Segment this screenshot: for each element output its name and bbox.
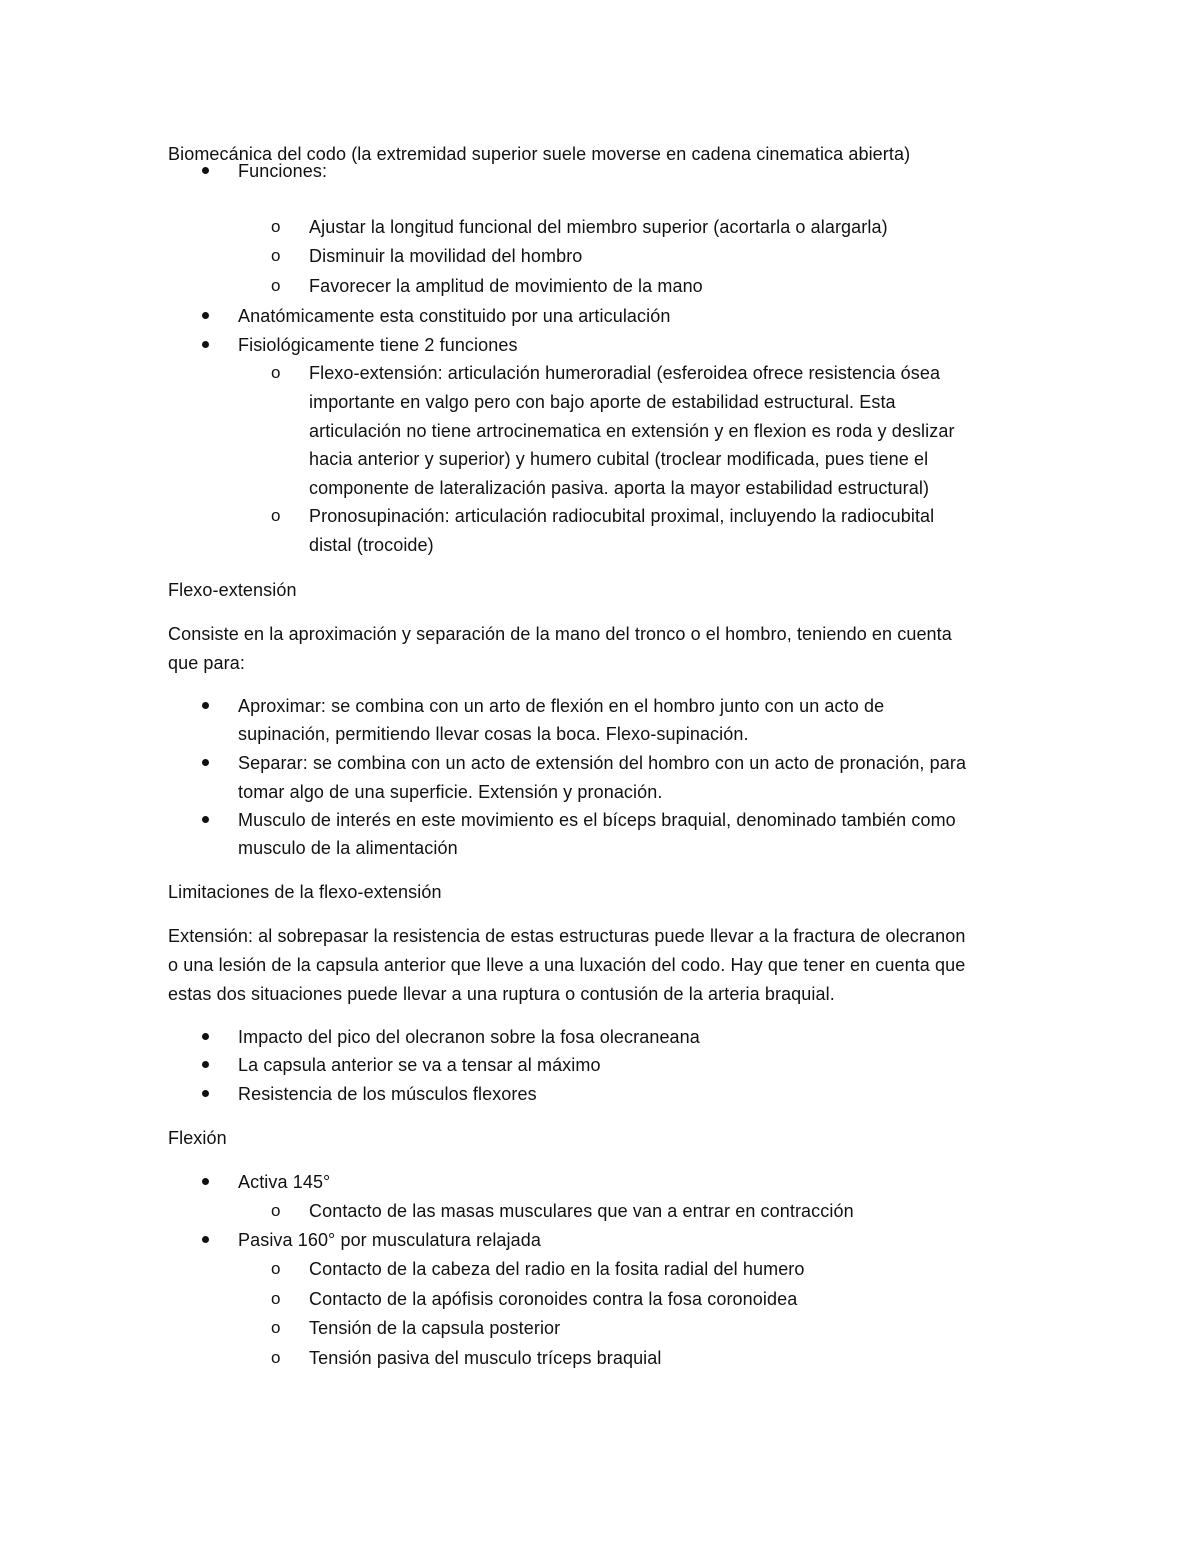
sub-list-item: Tensión pasiva del musculo tríceps braquial	[309, 1348, 662, 1368]
sub-bullet-marker: o	[271, 1318, 281, 1337]
list-item: Impacto del pico del olecranon sobre la fosa olecraneana	[238, 1027, 700, 1047]
paragraph-line: que para:	[168, 653, 245, 673]
list-item-line: musculo de la alimentación	[238, 838, 458, 858]
list-item-fisiologicamente: Fisiológicamente tiene 2 funciones	[238, 335, 518, 355]
section-heading-flexo-extension: Flexo-extensión	[168, 580, 297, 600]
sub-bullet-marker: o	[271, 1348, 281, 1367]
bullet-dot	[202, 759, 209, 766]
list-item-line: Aproximar: se combina con un arto de flexión en el hombro junto con un acto de	[238, 696, 885, 716]
document-title: Biomecánica del codo (la extremidad superior suele moverse en cadena cinematica abierta)	[168, 144, 911, 164]
sub-list-item: Disminuir la movilidad del hombro	[309, 246, 583, 266]
sub-list-item: Favorecer la amplitud de movimiento de la mano	[309, 276, 703, 296]
sub-bullet-marker: o	[271, 363, 281, 382]
bullet-dot	[202, 1033, 209, 1040]
list-item-funciones: Funciones:	[238, 161, 328, 181]
sub-bullet-marker: o	[271, 217, 281, 236]
bullet-dot	[202, 1061, 209, 1068]
bullet-dot	[202, 1236, 209, 1243]
sub-list-item: Contacto de las masas musculares que van a entrar en contracción	[309, 1201, 854, 1221]
list-item-line: supinación, permitiendo llevar cosas la boca. Flexo-supinación.	[238, 724, 749, 744]
bullet-dot	[202, 341, 209, 348]
paragraph-line: Extensión: al sobrepasar la resistencia de estas estructuras puede llevar a la fractura de olecranon	[168, 926, 966, 946]
sub-list-item-line: hacia anterior y superior) y humero cubital (troclear modificada, pues tiene el	[309, 449, 929, 469]
sub-bullet-marker: o	[271, 1259, 281, 1278]
sub-list-item-line: importante en valgo pero con bajo aporte de estabilidad estructural. Esta	[309, 392, 896, 412]
sub-list-item-line: Pronosupinación: articulación radiocubital proximal, incluyendo la radiocubital	[309, 506, 935, 526]
bullet-dot	[202, 167, 209, 174]
sub-bullet-marker: o	[271, 276, 281, 295]
list-item-line: tomar algo de una superficie. Extensión y pronación.	[238, 782, 663, 802]
bullet-dot	[202, 312, 209, 319]
list-item-line: Separar: se combina con un acto de extensión del hombro con un acto de pronación, para	[238, 753, 967, 773]
sub-list-item: Contacto de la cabeza del radio en la fosita radial del humero	[309, 1259, 805, 1279]
list-item-line: Musculo de interés en este movimiento es el bíceps braquial, denominado también como	[238, 810, 956, 830]
bullet-dot	[202, 702, 209, 709]
sub-bullet-marker: o	[271, 506, 281, 525]
paragraph-line: o una lesión de la capsula anterior que lleve a una luxación del codo. Hay que tener en cuenta que	[168, 955, 966, 975]
list-item-pasiva: Pasiva 160° por musculatura relajada	[238, 1230, 541, 1250]
list-item-anatomicamente: Anatómicamente esta constituido por una articulación	[238, 306, 671, 326]
sub-bullet-marker: o	[271, 1289, 281, 1308]
paragraph-line: Consiste en la aproximación y separación de la mano del tronco o el hombro, teniendo en cuenta	[168, 624, 952, 644]
section-heading-limitaciones: Limitaciones de la flexo-extensión	[168, 882, 442, 902]
sub-list-item: Tensión de la capsula posterior	[309, 1318, 561, 1338]
list-item: La capsula anterior se va a tensar al máximo	[238, 1055, 601, 1075]
sub-list-item-line: Flexo-extensión: articulación humeroradial (esferoidea ofrece resistencia ósea	[309, 363, 941, 383]
sub-list-item-line: articulación no tiene artrocinematica en extensión y en flexion es roda y deslizar	[309, 421, 955, 441]
sub-bullet-marker: o	[271, 246, 281, 265]
sub-bullet-marker: o	[271, 1201, 281, 1220]
paragraph-line: estas dos situaciones puede llevar a una ruptura o contusión de la arteria braquial.	[168, 984, 835, 1004]
bullet-dot	[202, 1090, 209, 1097]
list-item: Resistencia de los músculos flexores	[238, 1084, 537, 1104]
sub-list-item: Ajustar la longitud funcional del miembro superior (acortarla o alargarla)	[309, 217, 888, 237]
sub-list-item-line: componente de lateralización pasiva. aporta la mayor estabilidad estructural)	[309, 478, 930, 498]
section-heading-flexion: Flexión	[168, 1128, 227, 1148]
sub-list-item: Contacto de la apófisis coronoides contra la fosa coronoidea	[309, 1289, 798, 1309]
list-item-activa: Activa 145°	[238, 1172, 331, 1192]
bullet-dot	[202, 816, 209, 823]
sub-list-item-line: distal (trocoide)	[309, 535, 434, 555]
bullet-dot	[202, 1178, 209, 1185]
